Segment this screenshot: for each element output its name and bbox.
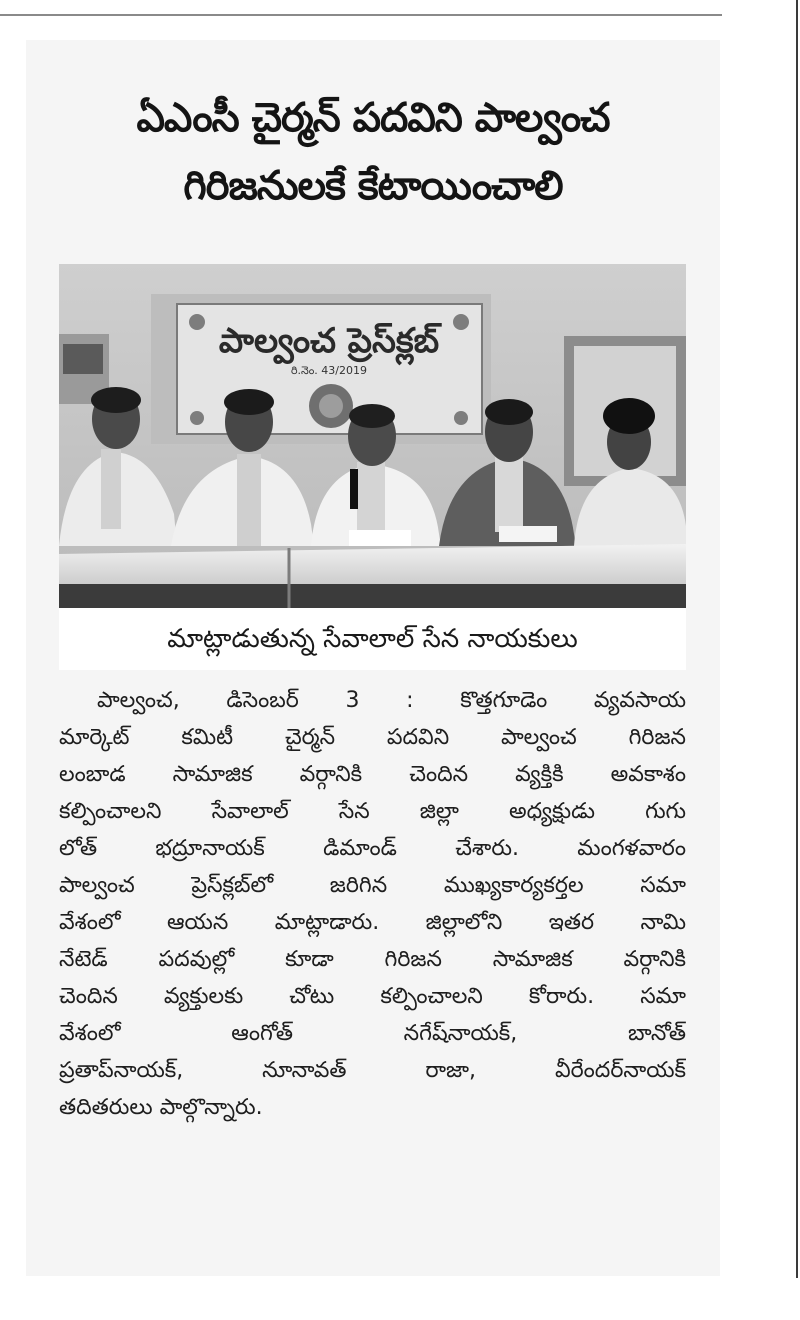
news-article [26,40,720,1276]
press-meet-photo [59,264,686,608]
body-line: వేశంలో ఆయన మాట్లాడారు. జిల్లాలోని ఇతర నామి [59,910,686,935]
headline-line-1: ఏఎంసీ చైర్మన్ పదవిని పాల్వంచ [136,95,610,141]
banner-registration: రి.నెం. 43/2019 [290,364,368,377]
banner-title: పాల్వంచ ప్రెస్‌క్లబ్ [218,321,440,361]
body-line: పాల్వంచ ప్రెస్‌క్లబ్‌లో జరిగిన ముఖ్యకార్యకర్తల సమా [59,873,686,898]
body-line: లంబాడ సామాజిక వర్గానికి చెందిన వ్యక్తికి అవకాశం [59,762,686,787]
press-club-banner [151,294,491,444]
body-line: కల్పించాలని సేవాలాల్ సేన జిల్లా అధ్యక్షుడు గుగు [59,799,686,824]
body-line: వేశంలో ఆంగోత్ నగేష్‌నాయక్, బానోత్ [59,1021,686,1046]
article-headline [26,84,720,220]
headline-line-2: గిరిజనులకే కేటాయించాలి [183,163,563,209]
photo-caption: మాట్లాడుతున్న సేవాలాల్ సేన నాయకులు [59,608,686,670]
body-line: ప్రతాప్‌నాయక్, నూనావత్ రాజా, వీరేందర్‌నాయక్ [59,1058,686,1083]
body-line: చెందిన వ్యక్తులకు చోటు కల్పించాలని కోరారు. సమా [59,984,686,1009]
article-body [59,682,686,1126]
body-line: నేటెడ్ పదవుల్లో కూడా గిరిజన సామాజిక వర్గానికి [59,947,686,972]
body-line: లోత్ భద్రూనాయక్ డిమాండ్ చేశారు. మంగళవారం [59,836,686,861]
column-divider-line [796,0,798,1278]
body-line: పాల్వంచ, డిసెంబర్ 3 : కొత్తగూడెం వ్యవసాయ [97,688,686,713]
body-line: తదితరులు పాల్గొన్నారు. [59,1095,263,1120]
body-line: మార్కెట్ కమిటీ చైర్మన్ పదవిని పాల్వంచ గిరిజన [59,725,686,750]
top-divider-line [0,14,722,16]
